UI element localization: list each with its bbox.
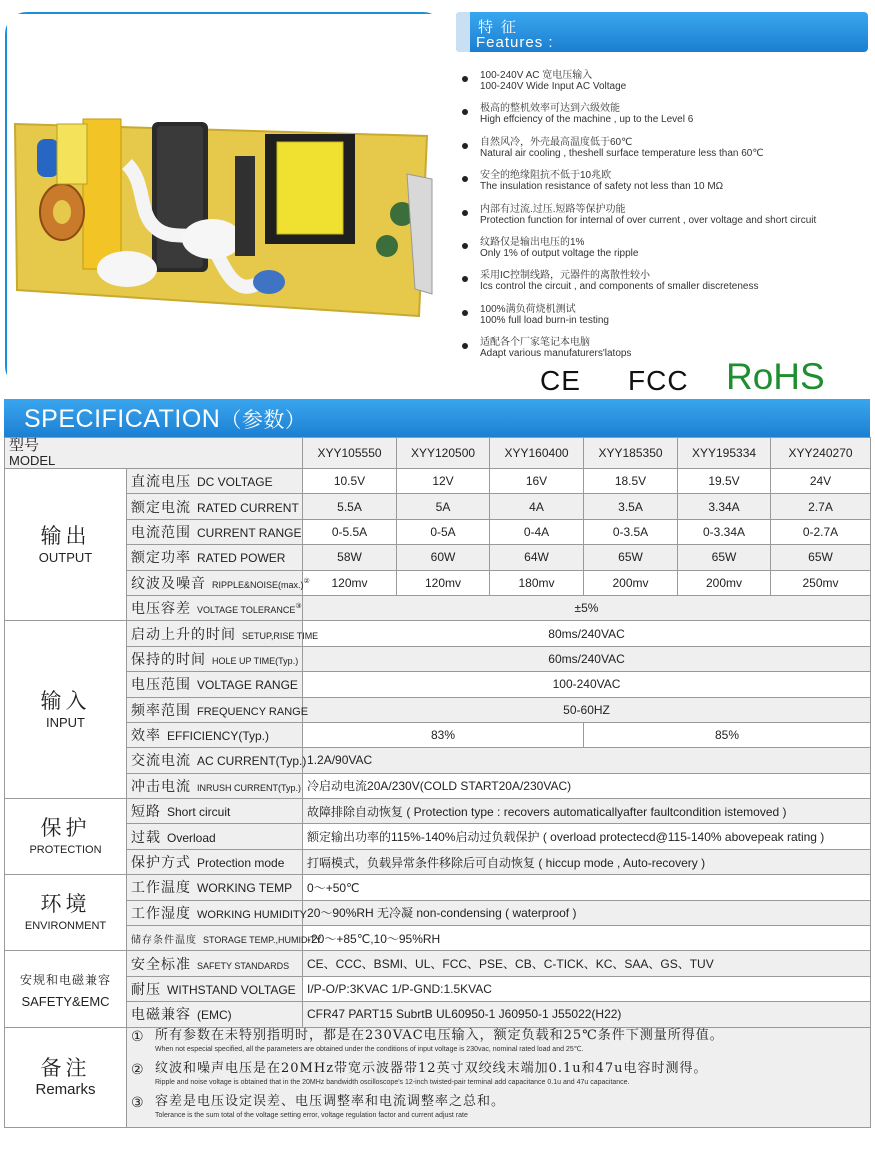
product-photo <box>5 12 445 388</box>
label-zh: 安全标准 <box>131 956 191 973</box>
table-row <box>5 519 871 544</box>
remarks-group <box>5 1027 127 1127</box>
group-zh: 安规和电磁兼容 <box>19 973 111 987</box>
label-en: WORKING TEMP <box>197 881 293 896</box>
table-cell: 12V <box>397 469 490 494</box>
row-label <box>127 824 303 849</box>
table-row <box>5 469 871 494</box>
output-group <box>5 469 127 621</box>
table-cell: 16V <box>490 469 584 494</box>
table-row <box>5 849 871 874</box>
table-cell: 64W <box>490 545 584 570</box>
feature-item <box>462 237 867 270</box>
row-label <box>127 595 303 620</box>
table-cell: 0-3.34A <box>678 519 771 544</box>
fcc-mark: FCC <box>628 365 689 396</box>
label-en: Overload <box>167 830 216 845</box>
label-en: SAFETY STANDARDS <box>197 960 290 971</box>
remark-number: ① <box>131 1027 144 1044</box>
ce-mark: CE <box>540 365 581 396</box>
model-row <box>5 438 871 469</box>
bullet-icon <box>462 210 468 216</box>
model-cell: XYY195334 <box>678 438 771 469</box>
feature-en: Natural air cooling , theshell surface temperature less than 60℃ <box>480 147 764 159</box>
table-cell: 3.5A <box>584 494 678 519</box>
label-en: WITHSTAND VOLTAGE <box>167 983 296 997</box>
table-row <box>5 545 871 570</box>
feature-en: The insulation resistance of safety not less than 10 MΩ <box>480 181 724 193</box>
safety-group <box>5 951 127 1027</box>
label-zh: 储存条件温度 <box>131 934 197 946</box>
table-cell: 0-2.7A <box>771 519 871 544</box>
group-en: INPUT <box>46 714 85 730</box>
label-en: RIPPLE&NOISE(max.) <box>212 579 304 590</box>
table-row <box>5 646 871 671</box>
label-zh: 电磁兼容 <box>131 1007 191 1024</box>
rohs-mark: RoHS <box>726 356 825 397</box>
table-cell: 60ms/240VAC <box>303 646 871 671</box>
row-label <box>127 748 307 773</box>
bullet-icon <box>462 243 468 249</box>
label-en: CURRENT RANGE <box>197 525 302 540</box>
label-zh: 过载 <box>131 829 161 846</box>
label-zh: 频率范围 <box>131 702 191 719</box>
label-en: VOLTAGE TOLERANCE <box>197 605 296 616</box>
group-en: SAFETY&EMC <box>21 994 110 1009</box>
table-cell: 100-240VAC <box>303 672 871 697</box>
remark-zh: 纹波和噪声电压是在20MHz带宽示波器带12英寸双绞线末端加0.1u和47u电容时测得。 <box>155 1060 708 1076</box>
spec-table <box>4 437 871 1128</box>
table-row <box>5 900 871 925</box>
row-label <box>127 849 303 874</box>
table-row <box>5 773 871 798</box>
table-cell: 0～+50℃ <box>303 875 871 900</box>
input-group <box>5 621 127 799</box>
table-row <box>5 494 871 519</box>
spec-title <box>24 404 306 434</box>
group-zh: 环境 <box>40 891 91 916</box>
label-en: INRUSH CURRENT(Typ.) <box>197 782 302 793</box>
pcb-illustration <box>7 14 447 390</box>
model-cell: XYY105550 <box>303 438 397 469</box>
label-zh: 直流电压 <box>131 474 191 491</box>
group-en: ENVIRONMENT <box>24 919 107 932</box>
table-cell: 58W <box>303 545 397 570</box>
label-en: (EMC) <box>197 1008 232 1023</box>
features-title-zh: 特征 <box>478 18 525 36</box>
label-en: Short circuit <box>167 805 231 820</box>
table-row <box>5 926 871 951</box>
table-row <box>5 824 871 849</box>
label-en: VOLTAGE RANGE <box>197 678 298 693</box>
table-cell: 3.34A <box>678 494 771 519</box>
table-cell: CE、CCC、BSMI、UL、FCC、PSE、CB、C-TICK、KC、SAA、GS、TUV <box>303 951 871 976</box>
row-label <box>127 773 303 798</box>
label-zh: 冲击电流 <box>131 778 191 795</box>
remark-number: ③ <box>131 1093 144 1110</box>
table-cell: 24V <box>771 469 871 494</box>
feature-zh: 采用IC控制线路，元器件的离散性较小 <box>480 270 650 282</box>
label-en: HOLE UP TIME(Typ.) <box>212 655 299 666</box>
table-cell: 20～90%RH 无冷凝 non-condensing ( waterproof ) <box>303 900 871 925</box>
table-row <box>5 570 871 595</box>
label-zh: 电压容差 <box>131 601 191 618</box>
label-zh: 短路 <box>131 804 161 821</box>
row-label <box>127 926 322 951</box>
feature-en: Ics control the circuit , and components of smaller discreteness <box>480 281 759 293</box>
table-cell: 0-5.5A <box>303 519 397 544</box>
row-label <box>127 976 303 1001</box>
features-title-en: Features : <box>476 34 554 51</box>
table-cell: 0-4A <box>490 519 584 544</box>
footnote-mark: ② <box>303 577 310 585</box>
row-label <box>127 621 319 646</box>
row-label <box>127 900 307 925</box>
spec-title-zh: （参数） <box>220 408 307 432</box>
row-label <box>127 1002 303 1027</box>
bullet-icon <box>462 343 468 349</box>
table-cell: 65W <box>584 545 678 570</box>
row-label <box>127 875 303 900</box>
model-cell: XYY160400 <box>490 438 584 469</box>
table-row <box>5 875 871 900</box>
label-zh: 电流范围 <box>131 524 191 541</box>
table-cell: 打嗝模式，负载异常条件移除后可自动恢复 ( hiccup mode , Auto-recovery ) <box>303 849 871 874</box>
feature-zh: 纹路仅是输出电压的1% <box>480 236 585 248</box>
label-zh: 保持的时间 <box>131 651 206 668</box>
table-cell: 10.5V <box>303 469 397 494</box>
table-cell: 120mv <box>397 570 490 595</box>
table-row <box>5 951 871 976</box>
table-row <box>5 621 871 646</box>
feature-en: High effciency of the machine , up to the Level 6 <box>480 114 694 126</box>
features-header <box>456 12 868 52</box>
feature-zh: 安全的绝缘阻抗不低于10兆欧 <box>480 170 612 182</box>
row-label <box>127 722 303 747</box>
label-zh: 交流电流 <box>131 753 191 770</box>
row-label <box>127 545 303 570</box>
spec-title-en: SPECIFICATION <box>24 405 221 433</box>
table-row <box>5 672 871 697</box>
remark-item <box>131 1028 866 1055</box>
table-cell: 180mv <box>490 570 584 595</box>
remarks-content <box>127 1027 871 1127</box>
bullet-icon <box>462 276 468 282</box>
feature-item <box>462 270 867 303</box>
remark-en: Tolerance is the sum total of the voltage setting error, voltage regulation factor and current adjust rate <box>155 1111 468 1119</box>
label-en: RATED POWER <box>197 551 286 566</box>
model-cell: XYY120500 <box>397 438 490 469</box>
row-label <box>127 519 303 544</box>
table-cell: 200mv <box>678 570 771 595</box>
table-cell: 5.5A <box>303 494 397 519</box>
table-cell: 60W <box>397 545 490 570</box>
table-row <box>5 976 871 1001</box>
label-zh: 耐压 <box>131 982 161 998</box>
table-cell: 冷启动电流20A/230V(COLD START20A/230VAC) <box>303 773 871 798</box>
table-row <box>5 595 871 620</box>
remark-item <box>131 1061 866 1088</box>
feature-zh: 自然风冷，外壳最高温度低于60℃ <box>480 136 633 148</box>
group-zh: 保护 <box>40 815 91 840</box>
row-label <box>127 697 309 722</box>
remark-number: ② <box>131 1060 144 1077</box>
table-cell: 19.5V <box>678 469 771 494</box>
model-label <box>5 438 303 469</box>
label-zh: 工作湿度 <box>131 905 191 922</box>
table-row <box>5 799 871 824</box>
remark-zh: 容差是电压设定误差、电压调整率和电流调整率之总和。 <box>155 1093 506 1109</box>
label-en: WORKING HUMIDITY <box>197 908 307 921</box>
table-cell: 0-3.5A <box>584 519 678 544</box>
bullet-icon <box>462 76 468 82</box>
table-cell: 0-5A <box>397 519 490 544</box>
row-label <box>127 570 310 595</box>
label-zh: 额定功率 <box>131 550 191 567</box>
table-cell: 故障排除自动恢复 ( Protection type : recovers automaticallyafter faultcondition istemoved ) <box>303 799 871 824</box>
table-cell: 额定输出功率的115%-140%启动过负载保护 ( overload protectecd@115-140% abovepeak rating ) <box>303 824 871 849</box>
feature-zh: 100%满负荷烧机测试 <box>480 303 576 315</box>
remark-item <box>131 1094 866 1121</box>
label-en: FREQUENCY RANGE <box>197 705 309 718</box>
group-zh: 输入 <box>40 688 91 713</box>
model-cell: XYY185350 <box>584 438 678 469</box>
label-en: EFFICIENCY(Typ.) <box>167 729 270 744</box>
table-cell: 65W <box>771 545 871 570</box>
table-cell: 200mv <box>584 570 678 595</box>
table-cell: 80ms/240VAC <box>303 621 871 646</box>
label-zh: 效率 <box>131 728 161 745</box>
group-en: OUTPUT <box>38 549 93 565</box>
feature-en: 100-240V Wide Input AC Voltage <box>480 81 627 92</box>
model-label-en: MODEL <box>9 453 56 468</box>
bullet-icon <box>462 109 468 115</box>
label-zh: 额定电流 <box>131 499 191 516</box>
label-en: STORAGE TEMP.,HUMIDITY <box>203 934 322 945</box>
table-row <box>5 697 871 722</box>
feature-item <box>462 304 867 337</box>
table-cell: 5A <box>397 494 490 519</box>
label-en: SETUP,RISE TIME <box>242 630 319 641</box>
bullet-icon <box>462 176 468 182</box>
group-en: PROTECTION <box>29 843 102 856</box>
feature-en: Adapt various manufaturers'latops <box>480 348 632 360</box>
label-zh: 纹波及噪音 <box>131 575 206 592</box>
bullet-icon <box>462 143 468 149</box>
feature-zh: 100-240V AC 宽电压输入 <box>480 70 593 81</box>
bullet-icon <box>462 310 468 316</box>
feature-zh: 适配各个厂家笔记本电脑 <box>480 337 590 349</box>
table-cell: 1.2A/90VAC <box>303 748 871 773</box>
table-cell: ±5% <box>303 595 871 620</box>
table-row <box>5 748 871 773</box>
label-en: RATED CURRENT <box>197 500 299 515</box>
remark-en: When not especial specified, all the parameters are obtained under the conditions of input voltage is 230vac, nominal rated load and 25℃. <box>155 1045 584 1053</box>
group-zh: 备注 <box>40 1056 91 1081</box>
label-zh: 保护方式 <box>131 855 191 872</box>
model-cell: XYY240270 <box>771 438 871 469</box>
table-cell: CFR47 PART15 SubrtB UL60950-1 J60950-1 J55022(H22) <box>303 1002 871 1027</box>
table-cell: 18.5V <box>584 469 678 494</box>
table-row <box>5 722 871 747</box>
table-row <box>5 1002 871 1027</box>
row-label <box>127 646 303 671</box>
label-zh: 启动上升的时间 <box>131 626 236 643</box>
row-label <box>127 469 303 494</box>
table-cell: 83% <box>303 722 584 747</box>
feature-item <box>462 204 867 237</box>
label-en: DC VOLTAGE <box>197 475 273 490</box>
row-label <box>127 494 303 519</box>
table-cell: 2.7A <box>771 494 871 519</box>
table-cell: 120mv <box>303 570 397 595</box>
features-list <box>462 70 867 371</box>
environment-group <box>5 875 127 951</box>
feature-item <box>462 170 867 203</box>
label-en: Protection mode <box>197 856 285 871</box>
model-label-zh: 型号 <box>9 436 40 454</box>
table-cell: I/P-O/P:3KVAC 1/P-GND:1.5KVAC <box>303 976 871 1001</box>
feature-zh: 极高的整机效率可达到六级效能 <box>480 103 620 115</box>
feature-en: 100% full load burn-in testing <box>480 314 609 326</box>
group-zh: 输出 <box>40 523 91 548</box>
feature-item <box>462 137 867 170</box>
footnote-mark: ③ <box>295 603 302 611</box>
table-cell: -20～+85℃,10～95%RH <box>303 926 871 951</box>
label-zh: 工作温度 <box>131 880 191 897</box>
feature-zh: 内部有过流.过压.短路等保护功能 <box>480 203 626 215</box>
table-cell: 4A <box>490 494 584 519</box>
remark-en: Ripple and noise voltage is obtained that in the 20MHz bandwidth oscilloscope's 12-inch twisted-pair terminal add capacitance 0.1u and 47u capacitance. <box>155 1078 630 1086</box>
row-label <box>127 799 303 824</box>
remark-zh: 所有参数在未特别指明时，都是在230VAC电压输入，额定负载和25℃条件下测量所得值。 <box>155 1027 724 1043</box>
feature-item <box>462 103 867 136</box>
remarks-row <box>5 1027 871 1127</box>
feature-en: Protection function for internal of over current , over voltage and short circuit <box>480 214 817 226</box>
feature-en: Only 1% of output voltage the ripple <box>480 247 639 259</box>
row-label <box>127 672 303 697</box>
group-en: Remarks <box>35 1081 96 1099</box>
label-en: AC CURRENT(Typ.) <box>197 754 307 769</box>
protection-group <box>5 799 127 875</box>
table-cell: 250mv <box>771 570 871 595</box>
table-cell: 85% <box>584 722 871 747</box>
feature-item <box>462 70 867 103</box>
certifications <box>460 356 870 396</box>
table-cell: 50-60HZ <box>303 697 871 722</box>
spec-banner <box>4 399 870 437</box>
row-label <box>127 951 303 976</box>
label-zh: 电压范围 <box>131 677 191 694</box>
table-cell: 65W <box>678 545 771 570</box>
